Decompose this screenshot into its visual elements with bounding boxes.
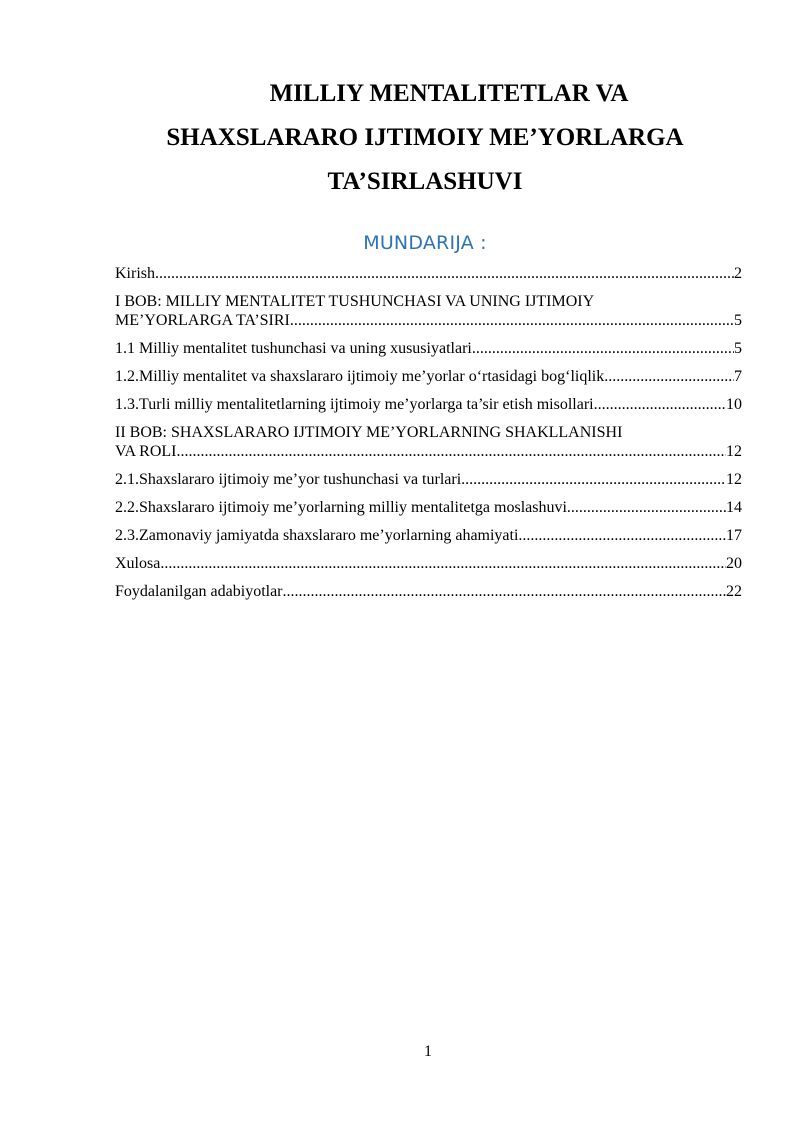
dot-leader: [594, 395, 726, 414]
toc-entry-page: 14: [726, 499, 742, 516]
dot-leader: [604, 367, 734, 386]
page-number: 1: [424, 1043, 432, 1060]
toc-entry-text: 2.1.Shaxslararo ijtimoiy me’yor tushunchasi va turlari: [115, 471, 462, 488]
toc-entry-page: 12: [726, 443, 742, 460]
toc-heading: MUNDARIJA :: [363, 232, 487, 254]
dot-leader: [567, 498, 726, 517]
toc-entry-2-1[interactable]: [115, 470, 742, 489]
toc-entry-text: Xulosa: [115, 555, 161, 572]
title-line-3: TA’SIRLASHUVI: [327, 168, 523, 195]
toc-entry-kirish[interactable]: [115, 264, 742, 283]
toc-entry-1-1[interactable]: [115, 339, 742, 358]
toc-entry-text: 1.3.Turli milliy mentalitetlarning ijtimoiy me’yorlarga ta’sir etish misollari: [115, 396, 594, 413]
toc-entry-text-line-1: I BOB: MILLIY MENTALITET TUSHUNCHASI VA UNING IJTIMOIY: [115, 293, 595, 310]
toc-entry-page: 2: [734, 265, 742, 282]
document-title: [100, 72, 750, 204]
toc-entry-2-2[interactable]: [115, 498, 742, 517]
toc-entry-page: 20: [726, 555, 742, 572]
toc-entry-page: 17: [726, 527, 742, 544]
toc-entry-xulosa[interactable]: [115, 554, 742, 573]
title-line-1: MILLIY MENTALITETLAR VA: [269, 80, 629, 107]
toc-entry-2-3[interactable]: [115, 526, 742, 545]
toc-entry-text: 2.2.Shaxslararo ijtimoiy me’yorlarning milliy mentalitetga moslashuvi: [115, 499, 567, 516]
toc-entry-text: Foydalanilgan adabiyotlar: [115, 583, 283, 600]
toc-entry-page: 7: [734, 368, 742, 385]
table-of-contents: [115, 264, 742, 610]
toc-entry-text: VA ROLI: [115, 443, 177, 460]
dot-leader: [160, 554, 726, 573]
toc-entry-1-2[interactable]: [115, 367, 742, 386]
dot-leader: [290, 311, 734, 330]
toc-entry-page: 12: [726, 471, 742, 488]
toc-entry-text: Kirish: [115, 265, 155, 282]
dot-leader: [155, 264, 734, 283]
toc-entry-1-3[interactable]: [115, 395, 742, 414]
toc-entry-text: 2.3.Zamonaviy jamiyatda shaxslararo me’yorlarning ahamiyati: [115, 527, 519, 544]
toc-entry-chapter-2[interactable]: [115, 423, 742, 461]
dot-leader: [518, 526, 726, 545]
dot-leader: [472, 339, 734, 358]
dot-leader: [461, 470, 726, 489]
dot-leader: [283, 582, 726, 601]
toc-entry-text: 1.2.Milliy mentalitet va shaxslararo ijtimoiy me’yorlar o‘rtasidagi bog‘liqlik: [115, 368, 605, 385]
toc-entry-page: 5: [734, 340, 742, 357]
toc-entry-page: 22: [726, 583, 742, 600]
toc-entry-text: 1.1 Milliy mentalitet tushunchasi va uning xususiyatlari: [115, 340, 472, 357]
toc-entry-text: ME’YORLARGA TA’SIRI: [115, 312, 290, 329]
toc-entry-page: 10: [726, 396, 742, 413]
toc-entry-page: 5: [734, 312, 742, 329]
title-line-2: SHAXSLARARO IJTIMOIY ME’YORLARGA: [166, 124, 684, 151]
toc-entry-text-line-1: II BOB: SHAXSLARARO IJTIMOIY ME’YORLARNING SHAKLLANISHI: [115, 424, 623, 441]
toc-entry-references[interactable]: [115, 582, 742, 601]
dot-leader: [177, 442, 727, 461]
toc-entry-chapter-1[interactable]: [115, 292, 742, 330]
